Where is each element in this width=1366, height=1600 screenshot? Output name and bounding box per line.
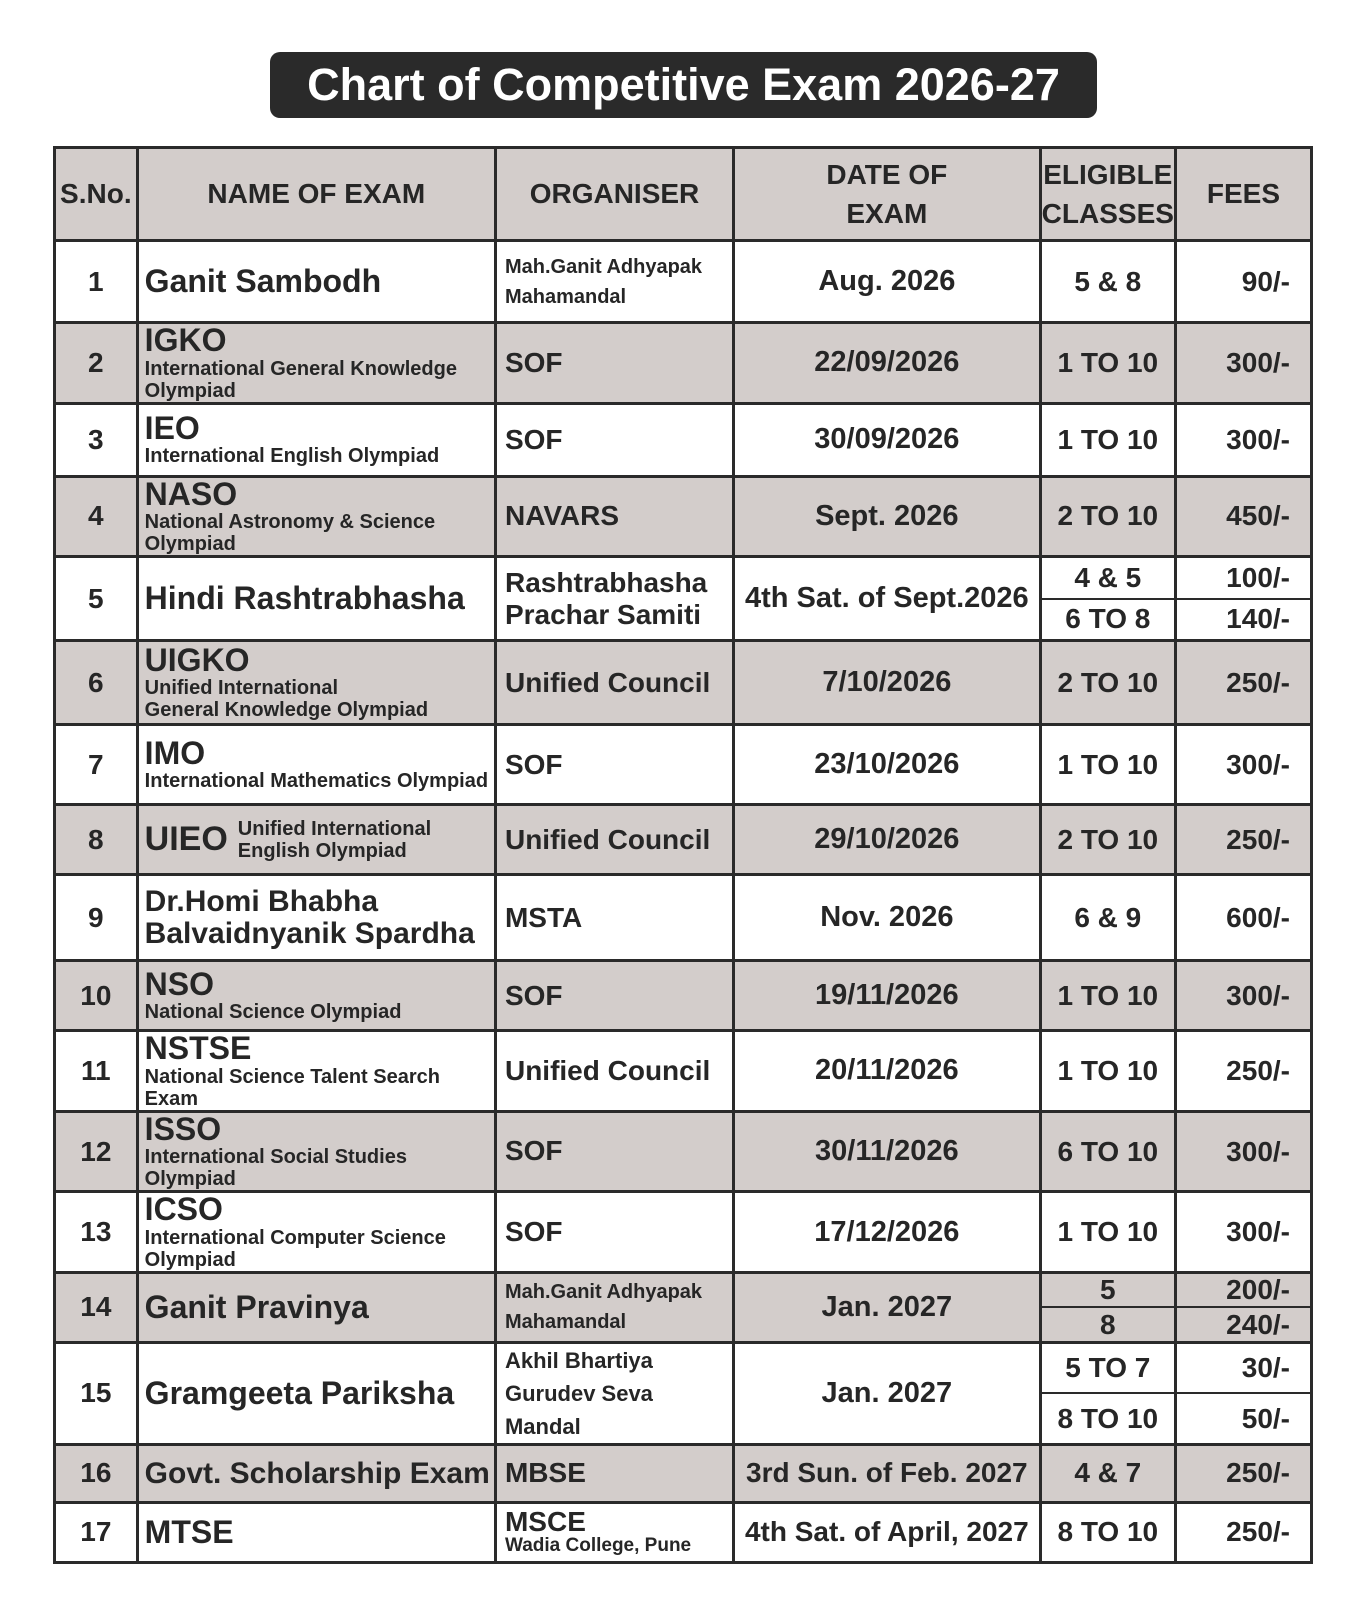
sno-cell: 9 (55, 875, 138, 961)
fees-cell: 200/- 240/- (1175, 1272, 1311, 1342)
table-row (55, 1192, 1312, 1273)
fees-cell: 300/- (1175, 403, 1311, 476)
classes-cell: 1 TO 10 (1040, 323, 1175, 404)
classes-cell: 1 TO 10 (1040, 403, 1175, 476)
header-organiser: ORGANISER (495, 148, 733, 241)
organiser-cell: SOF (495, 725, 733, 805)
exam-name-cell: NSO National Science Olympiad (137, 961, 495, 1031)
date-cell: 17/12/2026 (733, 1192, 1040, 1273)
table-row (55, 241, 1312, 323)
classes-cell: 5 TO 7 8 TO 10 (1040, 1342, 1175, 1444)
page-title: Chart of Competitive Exam 2026-27 (307, 59, 1060, 110)
table-row (55, 1444, 1312, 1502)
sno-cell: 3 (55, 403, 138, 476)
exam-name-cell: Ganit Pravinya (137, 1272, 495, 1342)
sno-cell: 17 (55, 1502, 138, 1562)
date-cell: 22/09/2026 (733, 323, 1040, 404)
exam-name-cell: MTSE (137, 1502, 495, 1562)
table-row (55, 403, 1312, 476)
organiser-cell: Mah.Ganit Adhyapak Mahamandal (495, 241, 733, 323)
date-cell: 4th Sat. of Sept.2026 (733, 557, 1040, 641)
fees-cell: 300/- (1175, 323, 1311, 404)
classes-cell: 4 & 7 (1040, 1444, 1175, 1502)
organiser-cell: MSTA (495, 875, 733, 961)
organiser-cell: Rashtrabhasha Prachar Samiti (495, 557, 733, 641)
exam-name-cell: ISSO International Social Studies Olympiad (137, 1111, 495, 1192)
fees-cell: 30/- 50/- (1175, 1342, 1311, 1444)
exam-name-cell: IGKO International General Knowledge Olympiad (137, 323, 495, 404)
date-cell: 23/10/2026 (733, 725, 1040, 805)
header-sno: S.No. (55, 148, 138, 241)
date-cell: 7/10/2026 (733, 641, 1040, 725)
exam-name-cell: Ganit Sambodh (137, 241, 495, 323)
date-cell: Jan. 2027 (733, 1342, 1040, 1444)
table-row (55, 1031, 1312, 1112)
organiser-cell: MSCE Wadia College, Pune (495, 1502, 733, 1562)
classes-cell: 8 TO 10 (1040, 1502, 1175, 1562)
classes-cell: 2 TO 10 (1040, 805, 1175, 875)
date-cell: Aug. 2026 (733, 241, 1040, 323)
organiser-cell: Unified Council (495, 805, 733, 875)
exam-name-cell: Dr.Homi Bhabha Balvaidnyanik Spardha (137, 875, 495, 961)
date-cell: 30/11/2026 (733, 1111, 1040, 1192)
classes-cell: 5 & 8 (1040, 241, 1175, 323)
title-banner (270, 52, 1097, 118)
organiser-cell: SOF (495, 1111, 733, 1192)
fees-cell: 90/- (1175, 241, 1311, 323)
exam-name-cell: Hindi Rashtrabhasha (137, 557, 495, 641)
table-row (55, 1502, 1312, 1562)
sno-cell: 15 (55, 1342, 138, 1444)
date-cell: Sept. 2026 (733, 476, 1040, 557)
sno-cell: 4 (55, 476, 138, 557)
date-cell: 3rd Sun. of Feb. 2027 (733, 1444, 1040, 1502)
organiser-cell: NAVARS (495, 476, 733, 557)
classes-cell: 6 & 9 (1040, 875, 1175, 961)
date-cell: 29/10/2026 (733, 805, 1040, 875)
header-date: DATE OF EXAM (733, 148, 1040, 241)
sno-cell: 10 (55, 961, 138, 1031)
date-cell: Jan. 2027 (733, 1272, 1040, 1342)
sno-cell: 16 (55, 1444, 138, 1502)
organiser-cell: Unified Council (495, 1031, 733, 1112)
sno-cell: 1 (55, 241, 138, 323)
fees-cell: 250/- (1175, 641, 1311, 725)
exam-name-cell: UIEO Unified International English Olympiad (137, 805, 495, 875)
exam-name-cell: Gramgeeta Pariksha (137, 1342, 495, 1444)
date-cell: 19/11/2026 (733, 961, 1040, 1031)
table-row (55, 725, 1312, 805)
fees-cell: 300/- (1175, 1111, 1311, 1192)
table-row (55, 1342, 1312, 1444)
organiser-cell: Unified Council (495, 641, 733, 725)
organiser-cell: Akhil Bhartiya Gurudev Seva Mandal (495, 1342, 733, 1444)
date-cell: Nov. 2026 (733, 875, 1040, 961)
fees-cell: 600/- (1175, 875, 1311, 961)
fees-cell: 300/- (1175, 1192, 1311, 1273)
fees-cell: 300/- (1175, 725, 1311, 805)
sno-cell: 5 (55, 557, 138, 641)
table-row (55, 641, 1312, 725)
exam-name-cell: IMO International Mathematics Olympiad (137, 725, 495, 805)
organiser-cell: SOF (495, 403, 733, 476)
sno-cell: 13 (55, 1192, 138, 1273)
classes-cell: 4 & 5 6 TO 8 (1040, 557, 1175, 641)
header-row (55, 148, 1312, 241)
exam-name-cell: NASO National Astronomy & Science Olympiad (137, 476, 495, 557)
fees-cell: 250/- (1175, 1444, 1311, 1502)
table-row (55, 961, 1312, 1031)
exam-name-cell: NSTSE National Science Talent Search Exam (137, 1031, 495, 1112)
header-name: NAME OF EXAM (137, 148, 495, 241)
classes-cell: 1 TO 10 (1040, 961, 1175, 1031)
sno-cell: 12 (55, 1111, 138, 1192)
organiser-cell: SOF (495, 1192, 733, 1273)
date-cell: 30/09/2026 (733, 403, 1040, 476)
header-fees: FEES (1175, 148, 1311, 241)
fees-cell: 450/- (1175, 476, 1311, 557)
table-row (55, 323, 1312, 404)
exam-name-cell: IEO International English Olympiad (137, 403, 495, 476)
date-cell: 4th Sat. of April, 2027 (733, 1502, 1040, 1562)
sno-cell: 7 (55, 725, 138, 805)
fees-cell: 250/- (1175, 805, 1311, 875)
table-row (55, 476, 1312, 557)
organiser-cell: SOF (495, 961, 733, 1031)
organiser-cell: MBSE (495, 1444, 733, 1502)
table-row (55, 557, 1312, 641)
fees-cell: 250/- (1175, 1502, 1311, 1562)
date-cell: 20/11/2026 (733, 1031, 1040, 1112)
classes-cell: 1 TO 10 (1040, 1192, 1175, 1273)
classes-cell: 1 TO 10 (1040, 1031, 1175, 1112)
organiser-cell: SOF (495, 323, 733, 404)
table-row (55, 1272, 1312, 1342)
classes-cell: 1 TO 10 (1040, 725, 1175, 805)
classes-cell: 2 TO 10 (1040, 641, 1175, 725)
classes-cell: 5 8 (1040, 1272, 1175, 1342)
header-classes: ELIGIBLE CLASSES (1040, 148, 1175, 241)
sno-cell: 6 (55, 641, 138, 725)
table-row (55, 1111, 1312, 1192)
sno-cell: 14 (55, 1272, 138, 1342)
fees-cell: 300/- (1175, 961, 1311, 1031)
exam-name-cell: UIGKO Unified International General Knowledge Olympiad (137, 641, 495, 725)
sno-cell: 8 (55, 805, 138, 875)
classes-cell: 2 TO 10 (1040, 476, 1175, 557)
organiser-cell: Mah.Ganit Adhyapak Mahamandal (495, 1272, 733, 1342)
table-row (55, 875, 1312, 961)
exam-name-cell: ICSO International Computer Science Olympiad (137, 1192, 495, 1273)
fees-cell: 100/- 140/- (1175, 557, 1311, 641)
fees-cell: 250/- (1175, 1031, 1311, 1112)
exam-name-cell: Govt. Scholarship Exam (137, 1444, 495, 1502)
classes-cell: 6 TO 10 (1040, 1111, 1175, 1192)
sno-cell: 11 (55, 1031, 138, 1112)
exam-chart-table (53, 146, 1313, 1564)
table-row (55, 805, 1312, 875)
sno-cell: 2 (55, 323, 138, 404)
